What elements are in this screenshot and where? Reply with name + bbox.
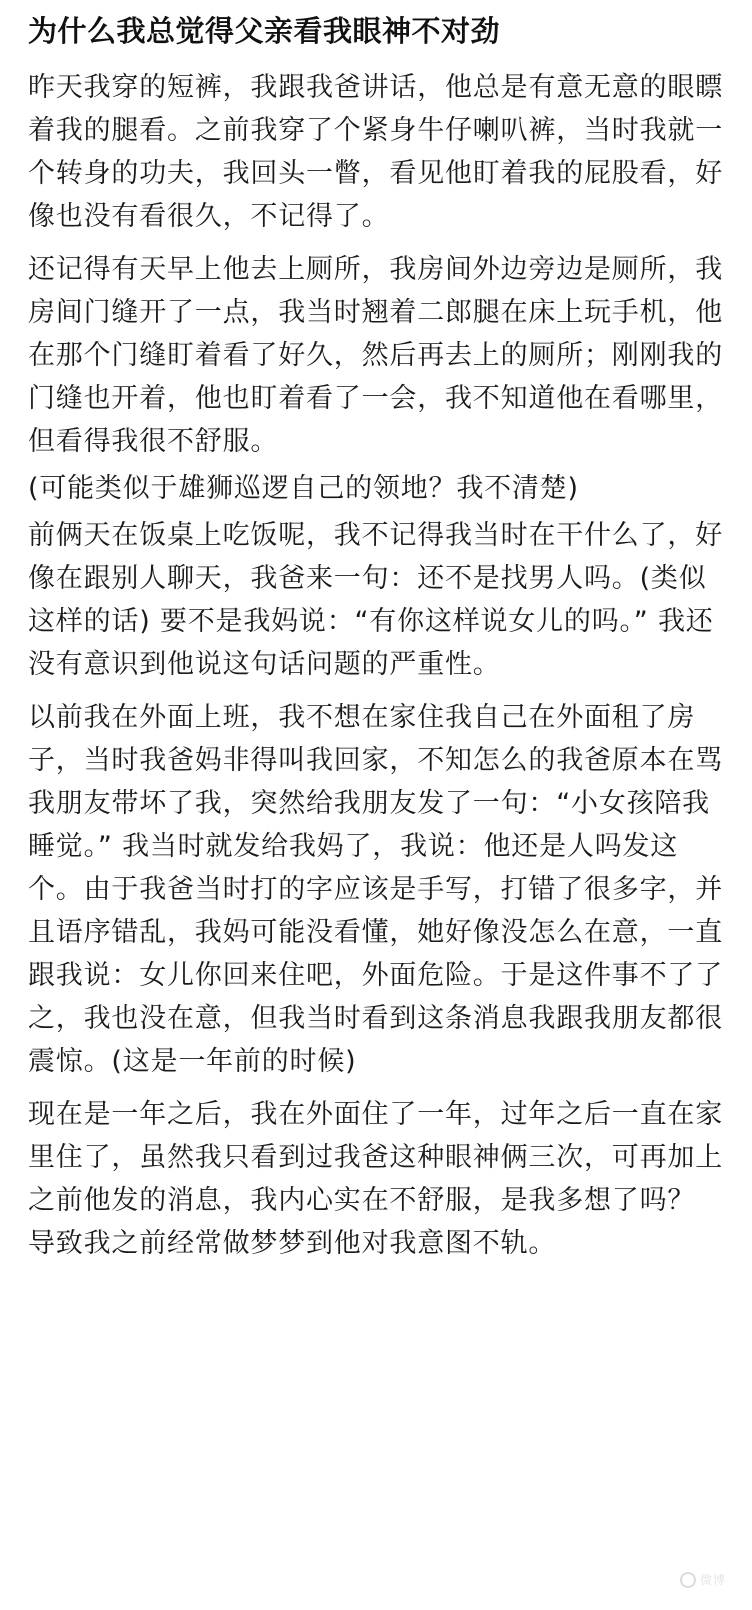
- watermark-text: 微博: [699, 1573, 726, 1587]
- post-paragraph-6: 现在是一年之后，我在外面住了一年，过年之后一直在家里住了，虽然我只看到过我爸这种眼神俩三次，可再加上之前他发的消息，我内心实在不舒服，是我多想了吗？ 导致我之前经常做梦梦到他对我意图不轨。: [28, 1099, 723, 1259]
- watermark-logo-icon: [680, 1572, 696, 1588]
- post-paragraph-3: (可能类似于雄狮巡逻自己的领地？我不清楚): [28, 473, 579, 504]
- post-paragraph-4: 前俩天在饭桌上吃饭呢，我不记得我当时在干什么了，好像在跟别人聊天，我爸来一句：还不是找男人吗。(类似这样的话) 要不是我妈说：“有你这样说女儿的吗。” 我还没有意识到他说这句话问题的严重性。: [28, 520, 723, 680]
- post-title: 为什么我总觉得父亲看我眼神不对劲: [28, 14, 501, 48]
- watermark: [680, 1571, 726, 1588]
- post-paragraph-5: 以前我在外面上班，我不想在家住我自己在外面租了房子，当时我爸妈非得叫我回家，不知怎么的我爸原本在骂我朋友带坏了我，突然给我朋友发了一句：“小女孩陪我睡觉。” 我当时就发给我妈了，我说：他还是人吗发这个。由于我爸当时打的字应该是手写，打错了很多字，并且语序错乱，我妈可能没看懂，她好像没怎么在意，一直跟我说：女儿你回来住吧，外面危险。于是这件事不了了之，我也没在意，但我当时看到这条消息我跟我朋友都很震惊。(这是一年前的时候): [28, 702, 723, 1077]
- post-paragraph-1: 昨天我穿的短裤，我跟我爸讲话，他总是有意无意的眼瞟着我的腿看。之前我穿了个紧身牛仔喇叭裤，当时我就一个转身的功夫，我回头一瞥，看见他盯着我的屁股看，好像也没有看很久，不记得了。: [28, 72, 723, 232]
- post-paragraph-2: 还记得有天早上他去上厕所，我房间外边旁边是厕所，我房间门缝开了一点，我当时翘着二郎腿在床上玩手机，他在那个门缝盯着看了好久，然后再去上的厕所；刚刚我的门缝也开着，他也盯着看了一会，我不知道他在看哪里，但看得我很不舒服。: [28, 254, 723, 457]
